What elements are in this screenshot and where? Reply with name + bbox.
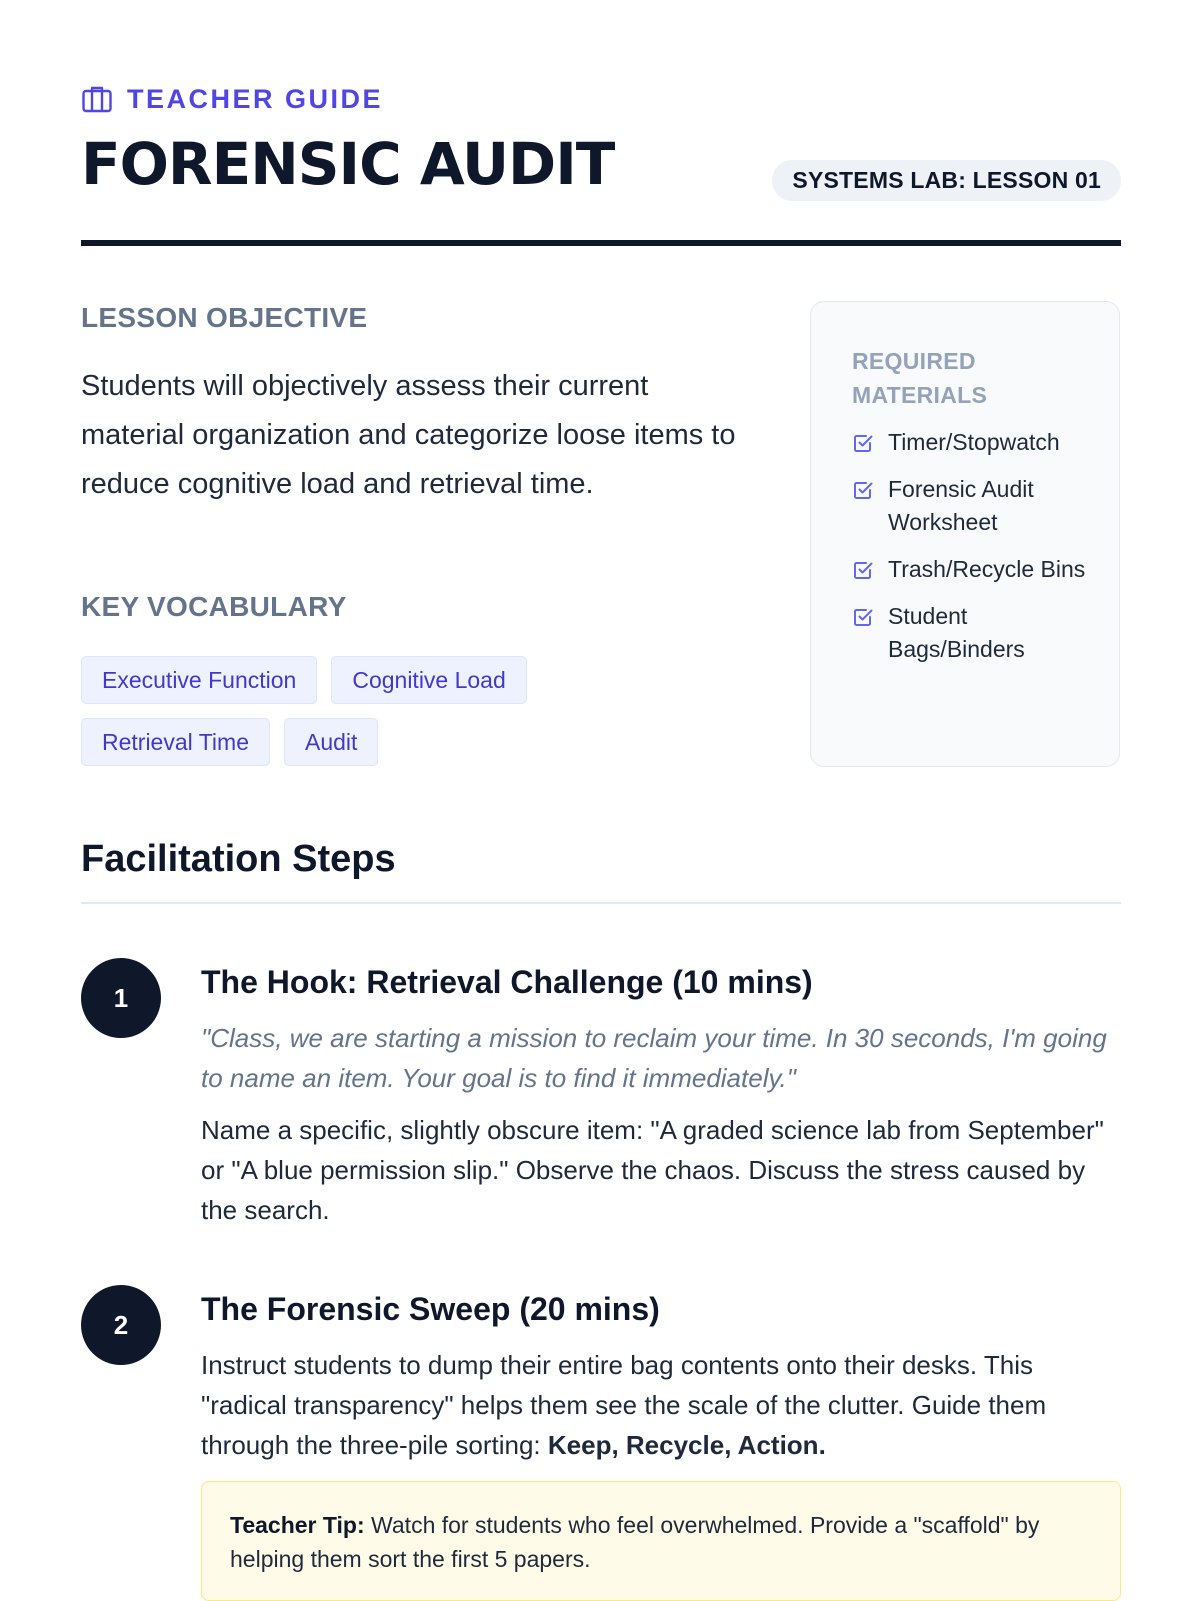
section-divider bbox=[81, 902, 1121, 904]
step-title: The Hook: Retrieval Challenge (10 mins) bbox=[201, 964, 813, 1000]
step-number: 1 bbox=[81, 958, 161, 1038]
vocab-tag: Retrieval Time bbox=[81, 718, 270, 766]
materials-item-label: Trash/Recycle Bins bbox=[888, 556, 1086, 582]
checkbox-icon bbox=[852, 479, 874, 501]
briefcase-icon bbox=[81, 83, 113, 115]
step-title: The Forensic Sweep (20 mins) bbox=[201, 1291, 660, 1327]
objective-label: LESSON OBJECTIVE bbox=[81, 302, 368, 333]
step-text-bold: Keep, Recycle, Action. bbox=[547, 1430, 826, 1460]
step-quote: "Class, we are starting a mission to reclaim your time. In 30 seconds, I'm going to name an item. Your goal is to find it immediately." bbox=[201, 1023, 1107, 1093]
vocab-tag: Audit bbox=[284, 718, 378, 766]
vocabulary-label: KEY VOCABULARY bbox=[81, 591, 347, 622]
materials-item-label: Forensic Audit Worksheet bbox=[888, 476, 1034, 535]
objective-text: Students will objectively assess their current material organization and categorize loose items to reduce cognitive load and retrieval time. bbox=[81, 370, 736, 500]
vocab-tag: Executive Function bbox=[81, 656, 317, 704]
facilitation-title: Facilitation Steps bbox=[81, 838, 396, 880]
eyebrow bbox=[81, 83, 383, 115]
page-title: FORENSIC AUDIT bbox=[81, 130, 615, 198]
materials-item-label: Timer/Stopwatch bbox=[888, 429, 1060, 455]
vocabulary-tags bbox=[81, 656, 601, 766]
teacher-tip bbox=[201, 1481, 1121, 1601]
step-number: 2 bbox=[81, 1285, 161, 1365]
step-text: Name a specific, slightly obscure item: "A graded science lab from September" or "A blue permission slip." Observe the chaos. Discuss the stress caused by the search. bbox=[201, 1115, 1104, 1225]
materials-item bbox=[852, 426, 1099, 459]
materials-item bbox=[852, 553, 1099, 586]
materials-list bbox=[852, 426, 1099, 666]
checkbox-icon bbox=[852, 606, 874, 628]
materials-item-label: Student Bags/Binders bbox=[888, 603, 1025, 662]
step-text-main: Instruct students to dump their entire bag contents onto their desks. This "radical transparency" helps them see the scale of the clutter. Guide them through the three-pile sorting: bbox=[201, 1350, 1047, 1460]
title-divider bbox=[81, 240, 1121, 246]
step-1 bbox=[201, 962, 1121, 1230]
lesson-badge: SYSTEMS LAB: LESSON 01 bbox=[772, 160, 1121, 201]
materials-panel bbox=[810, 301, 1120, 767]
tip-label: Teacher Tip: bbox=[230, 1512, 365, 1538]
eyebrow-label: TEACHER GUIDE bbox=[127, 83, 384, 114]
step-text bbox=[201, 1345, 1121, 1465]
materials-item bbox=[852, 600, 1099, 666]
vocab-tag: Cognitive Load bbox=[331, 656, 526, 704]
checkbox-icon bbox=[852, 559, 874, 581]
materials-title: REQUIRED MATERIALS bbox=[852, 348, 988, 408]
materials-item bbox=[852, 473, 1099, 539]
checkbox-icon bbox=[852, 432, 874, 454]
step-2 bbox=[201, 1289, 1121, 1601]
tip-text: Watch for students who feel overwhelmed. Provide a "scaffold" by helping them sort the first 5 papers. bbox=[230, 1512, 1040, 1572]
